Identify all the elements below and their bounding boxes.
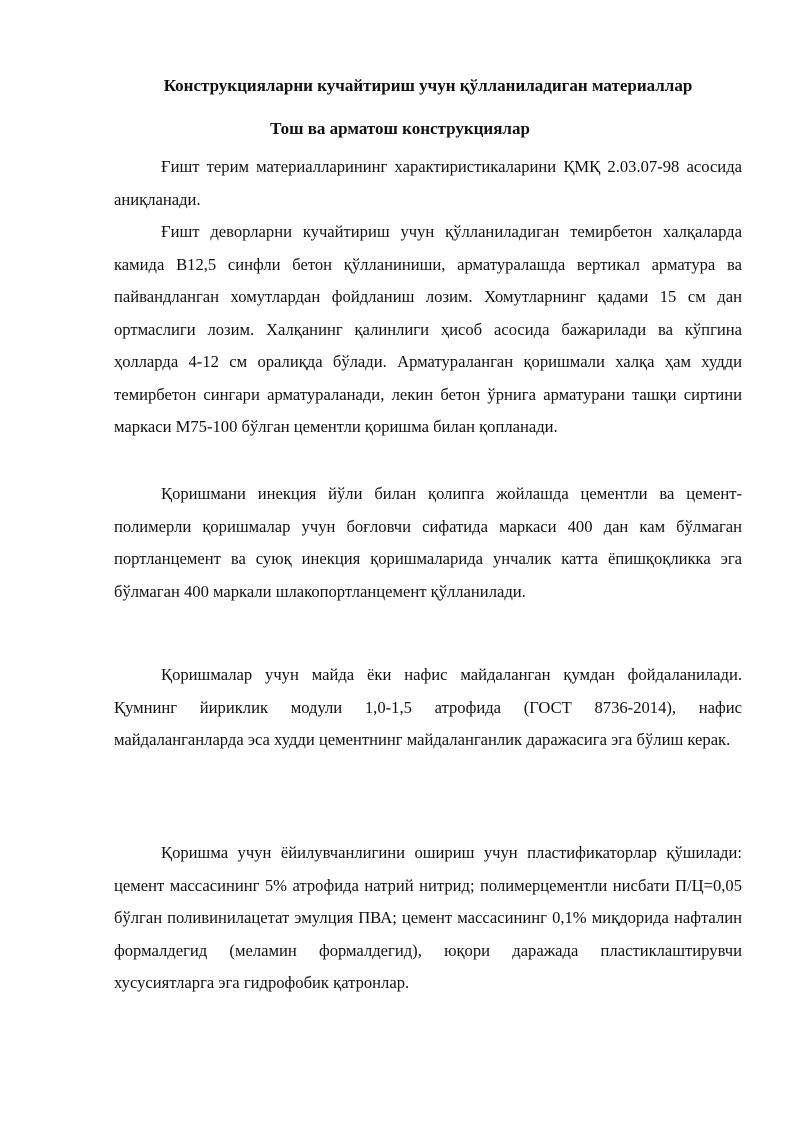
paragraph-1: Ғишт терим материалларининг характиристикаларини ҚМҚ 2.03.07-98 асосида аниқланади.	[114, 157, 742, 209]
paragraph-3: Қоришмани инекция йўли билан қолипга жойлашда цементли ва цемент-полимерли қоришмалар учун боғловчи сифатида маркаси 400 дан кам бўлмаган портланцемент ва суюқ инекция қоришмаларида унчалик катта ёпишқоқликка эга бўлмаган 400 маркали шлакопортланцемент қўлланилади.	[114, 484, 742, 601]
paragraph-2: Ғишт деворларни кучайтириш учун қўлланиладиган темирбетон халқаларда камида В12,5 синфли бетон қўлланиниши, арматуралашда вертикал арматура ва пайвандланган хомутлардан фойдланиш лозим. Хомутларнинг қадами 15 см дан ортмаслиги лозим. Халқанинг қалинлиги ҳисоб асосида бажарилади ва кўпгина ҳолларда 4-12 см оралиқда бўлади. Арматураланган қоришмали халқа ҳам худди темирбетон сингари арматураланади, лекин бетон ўрнига арматурани ташқи сиртини маркаси М75-100 бўлган цементли қоришма билан қопланади.	[114, 222, 742, 436]
document-title: Конструкцияларни кучайтириш учун қўлланиладиган материаллар	[163, 76, 693, 95]
paragraph-5: Қоришма учун ёйилувчанлигини ошириш учун пластификаторлар қўшилади: цемент массасининг 5% атрофида натрий нитрид; полимерцементли нисбати П/Ц=0,05 бўлган поливинилацетат эмулция ПВА; цемент массасининг 0,1% миқдорида нафталин формалдегид (меламин формалдегид), юқори даражада пластиклаштирувчи хусусиятларга эга гидрофобик қатронлар.	[114, 843, 742, 992]
paragraph-4: Қоришмалар учун майда ёки нафис майдаланган қумдан фойдаланилади. Қумнинг йириклик модули 1,0-1,5 атрофида (ГОСТ 8736-2014), нафис майдаланганларда эса худди цементнинг майдаланганлик даражасига эга бўлиш керак.	[114, 665, 742, 749]
section-heading: Тош ва арматош конструкциялар	[270, 119, 530, 138]
